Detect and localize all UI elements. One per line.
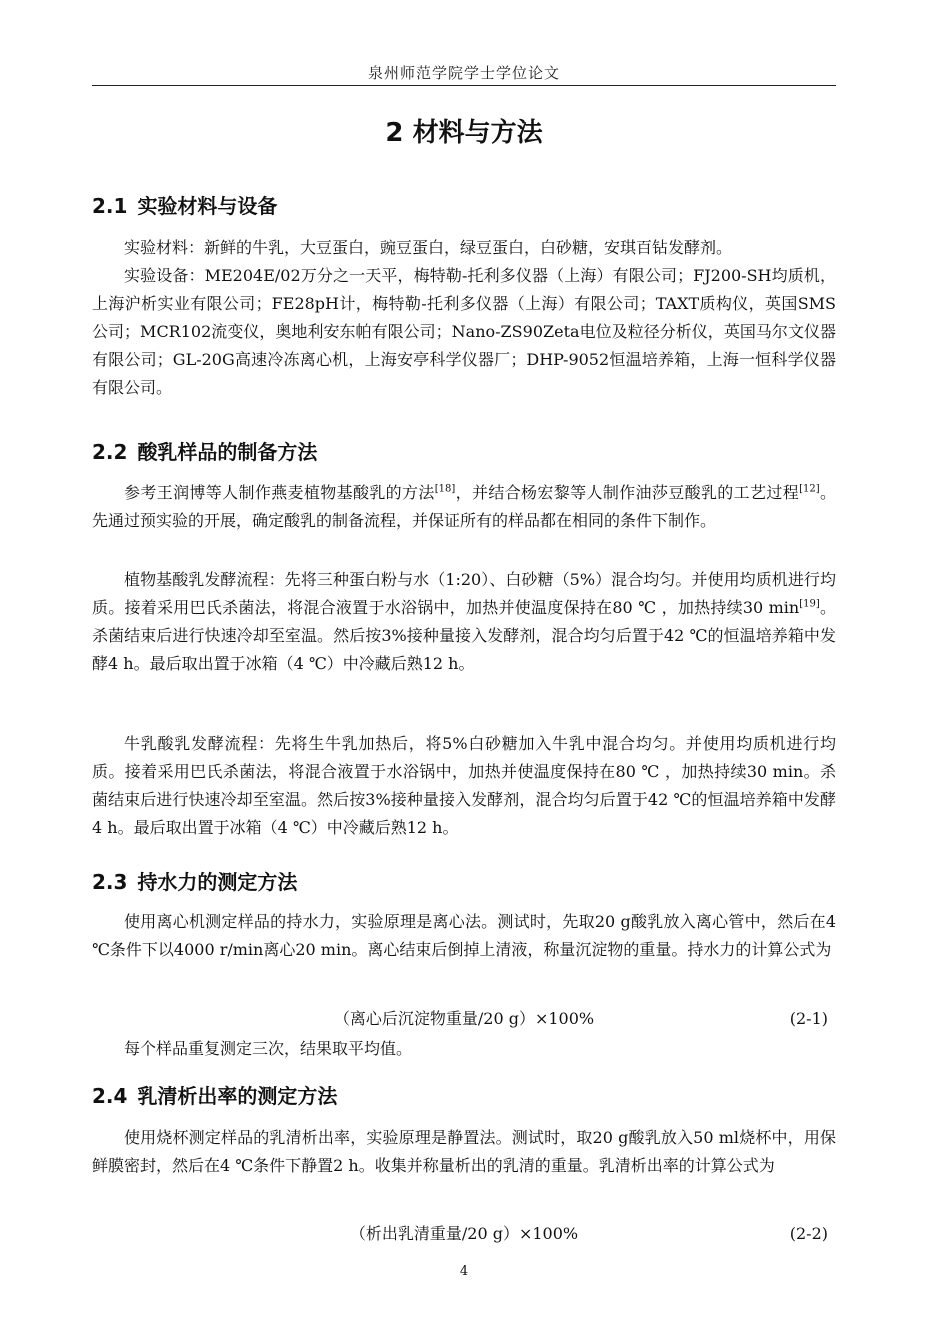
text-run: ，并结合杨宏黎等人制作油莎豆酸乳的工艺过程 (455, 483, 800, 502)
formula-2-2 (92, 1220, 836, 1248)
paragraph-materials (92, 234, 836, 262)
citation: [19] (799, 598, 820, 610)
formula-expression: （离心后沉淀物重量/20 g）×100% (333, 1009, 595, 1028)
citation: [18] (434, 483, 456, 495)
text-run: 牛乳酸乳发酵流程：先将生牛乳加热后，将5%白砂糖加入牛乳中混合均匀。并使用均质机进行均质。接着采用巴氏杀菌法，将混合液置于水浴锅中，加热并使温度保持在80 ℃ ，加热持续30 min。杀菌结束后进行快速冷却至室温。然后按3%接种量接入发酵剂，混合均匀后置于42 ℃的恒温培养箱中发酵4 h。最后取出置于冰箱（4 ℃）中冷藏后熟12 h。 (92, 734, 836, 837)
formula-number: (2-1) (789, 1009, 828, 1028)
paragraph-reference-method (92, 479, 836, 535)
text-run: 实验材料：新鲜的牛乳，大豆蛋白，豌豆蛋白，绿豆蛋白，白砂糖，安琪百钻发酵剂。 (124, 238, 733, 257)
section-title: 酸乳样品的制备方法 (137, 440, 318, 464)
formula-number: (2-2) (789, 1224, 828, 1243)
paragraph-whey-method (92, 1124, 836, 1180)
text-run: 植物基酸乳发酵流程：先将三种蛋白粉与水（1:20）、白砂糖（5%）混合均匀。并使用均质机进行均质。接着采用巴氏杀菌法，将混合液置于水浴锅中，加热并使温度保持在80 ℃ ，加热持续30 min (92, 570, 836, 617)
section-title: 乳清析出率的测定方法 (137, 1084, 338, 1108)
section-number: 2.1 (92, 194, 128, 218)
page-number: 4 (459, 1264, 469, 1279)
citation: [12] (799, 483, 820, 495)
section-title: 实验材料与设备 (137, 194, 278, 218)
text-run: 。杀菌结束后进行快速冷却至室温。然后按3%接种量接入发酵剂，混合均匀后置于42 ℃的恒温培养箱中发酵4 h。最后取出置于冰箱（4 ℃）中冷藏后熟12 h。 (92, 598, 836, 673)
formula-2-1 (92, 1005, 836, 1033)
formula-expression: （析出乳清重量/20 g）×100% (349, 1224, 579, 1243)
text-run: 参考王润博等人制作燕麦植物基酸乳的方法 (124, 483, 435, 502)
chapter-title: 2 材料与方法 (385, 118, 543, 148)
text-run: 使用烧杯测定样品的乳清析出率，实验原理是静置法。测试时，取20 g酸乳放入50 ml烧杯中，用保鲜膜密封，然后在4 ℃条件下静置2 h。收集并称量析出的乳清的重量。乳清析出率的计算公式为 (92, 1128, 836, 1175)
text-run: 每个样品重复测定三次，结果取平均值。 (124, 1039, 413, 1058)
section-2-2-heading (92, 436, 836, 465)
section-number: 2.3 (92, 870, 128, 894)
section-2-4-heading (92, 1080, 836, 1109)
section-title: 持水力的测定方法 (137, 870, 298, 894)
text-run: 实验设备：ME204E/02万分之一天平，梅特勒-托利多仪器（上海）有限公司；FJ200-SH均质机，上海沪析实业有限公司；FE28pH计，梅特勒-托利多仪器（上海）有限公司；TAXT质构仪，英国SMS公司；MCR102流变仪，奥地利安东帕有限公司；Nano-ZS90Zeta电位及粒径分析仪，英国马尔文仪器有限公司；GL-20G高速冷冻离心机，上海安亭科学仪器厂；DHP-9052恒温培养箱，上海一恒科学仪器有限公司。 (92, 266, 836, 397)
section-number: 2.4 (92, 1084, 128, 1108)
paragraph-repeat-note (92, 1035, 836, 1063)
paragraph-whc-method (92, 908, 836, 964)
paragraph-equipment (92, 262, 836, 402)
header-rule (92, 85, 836, 86)
paragraph-plant-yogurt-process (92, 566, 836, 678)
running-header: 泉州师范学院学士学位论文 (367, 64, 560, 82)
paragraph-milk-yogurt-process (92, 730, 836, 842)
text-run: 使用离心机测定样品的持水力，实验原理是离心法。测试时，先取20 g酸乳放入离心管中，然后在4 ℃条件下以4000 r/min离心20 min。离心结束后倒掉上清液，称量沉淀物的重量。持水力的计算公式为 (92, 912, 836, 959)
text-run: 。先通过预实验的开展，确定酸乳的制备流程，并保证所有的样品都在相同的条件下制作。 (92, 483, 836, 530)
section-2-1-heading (92, 190, 836, 219)
section-2-3-heading (92, 866, 836, 895)
section-number: 2.2 (92, 440, 128, 464)
